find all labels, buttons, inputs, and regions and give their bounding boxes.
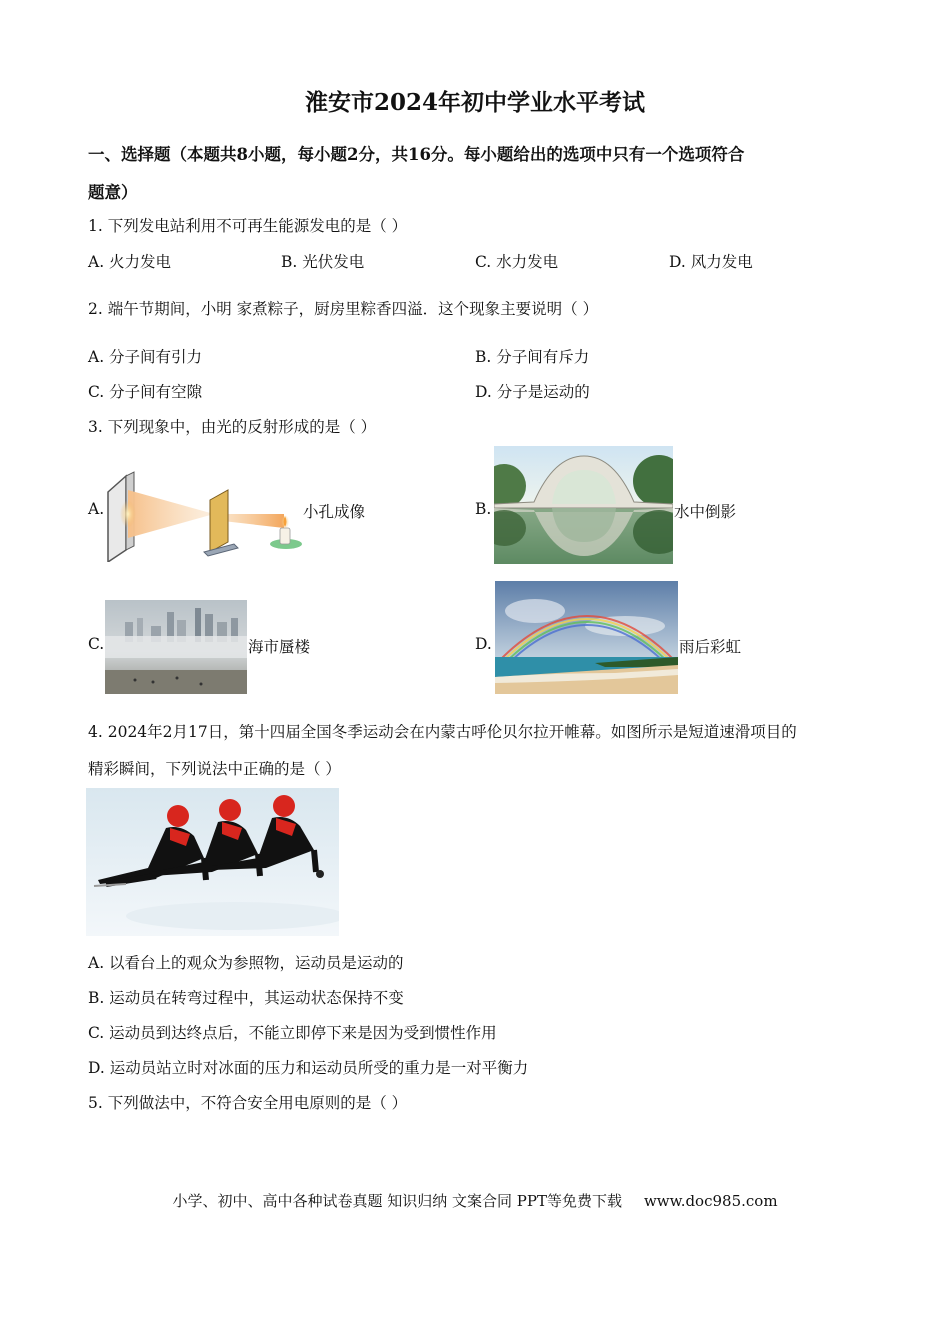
- q1-option-d: D. 风力发电: [669, 253, 753, 271]
- page-footer: [0, 1190, 950, 1211]
- question-4-stem-cont: 精彩瞬间，下列说法中正确的是（ ）: [88, 760, 341, 778]
- pinhole-camera-diagram: [104, 470, 302, 562]
- q3-option-a-caption: 小孔成像: [303, 503, 366, 521]
- q3-option-d-letter: D.: [475, 635, 492, 653]
- question-2-stem: 2. 端午节期间，小明 家煮粽子，厨房里粽香四溢．这个现象主要说明（ ）: [88, 300, 599, 318]
- q3-option-b-letter: B.: [475, 500, 492, 518]
- q1-option-c: C. 水力发电: [475, 253, 559, 271]
- q3-option-c-caption: 海市蜃楼: [248, 638, 311, 656]
- q2-option-c: C. 分子间有空隙: [88, 383, 203, 401]
- mirage-city-photo: [105, 600, 247, 694]
- question-1-stem: 1. 下列发电站利用不可再生能源发电的是（ ）: [88, 217, 408, 235]
- q3-option-d-caption: 雨后彩虹: [679, 638, 742, 656]
- bridge-reflection-photo: [494, 446, 673, 564]
- question-3-stem: 3. 下列现象中，由光的反射形成的是（ ）: [88, 418, 377, 436]
- q1-option-b: B. 光伏发电: [281, 253, 365, 271]
- q4-option-c: C. 运动员到达终点后，不能立即停下来是因为受到惯性作用: [88, 1024, 497, 1042]
- section-heading-cont: 题意）: [88, 183, 138, 202]
- page-title: 淮安市2024年初中学业水平考试: [304, 89, 645, 116]
- section-heading: 一、选择题（本题共8小题，每小题2分，共16分。每小题给出的选项中只有一个选项符合: [88, 145, 745, 164]
- q2-option-a: A. 分子间有引力: [88, 348, 203, 366]
- q1-option-a: A. 火力发电: [88, 253, 172, 271]
- q4-option-a: A. 以看台上的观众为参照物，运动员是运动的: [88, 954, 404, 972]
- q2-option-d: D. 分子是运动的: [475, 383, 590, 401]
- footer-text: 小学、初中、高中各种试卷真题 知识归纳 文案合同 PPT等免费下载: [172, 1192, 622, 1210]
- q3-option-b-caption: 水中倒影: [674, 503, 737, 521]
- q3-option-a-letter: A.: [88, 500, 105, 518]
- q3-option-c-letter: C.: [88, 635, 105, 653]
- question-5-stem: 5. 下列做法中，不符合安全用电原则的是（ ）: [88, 1094, 408, 1112]
- q2-option-b: B. 分子间有斥力: [475, 348, 590, 366]
- q4-option-b: B. 运动员在转弯过程中，其运动状态保持不变: [88, 989, 404, 1007]
- footer-site-link[interactable]: www.doc985.com: [643, 1192, 778, 1210]
- speed-skaters-photo: [86, 788, 339, 936]
- rainbow-beach-photo: [495, 581, 678, 694]
- q4-option-d: D. 运动员站立时对冰面的压力和运动员所受的重力是一对平衡力: [88, 1059, 529, 1077]
- question-4-stem: 4. 2024年2月17日，第十四届全国冬季运动会在内蒙古呼伦贝尔拉开帷幕。如图所示是短道速滑项目的: [88, 723, 797, 741]
